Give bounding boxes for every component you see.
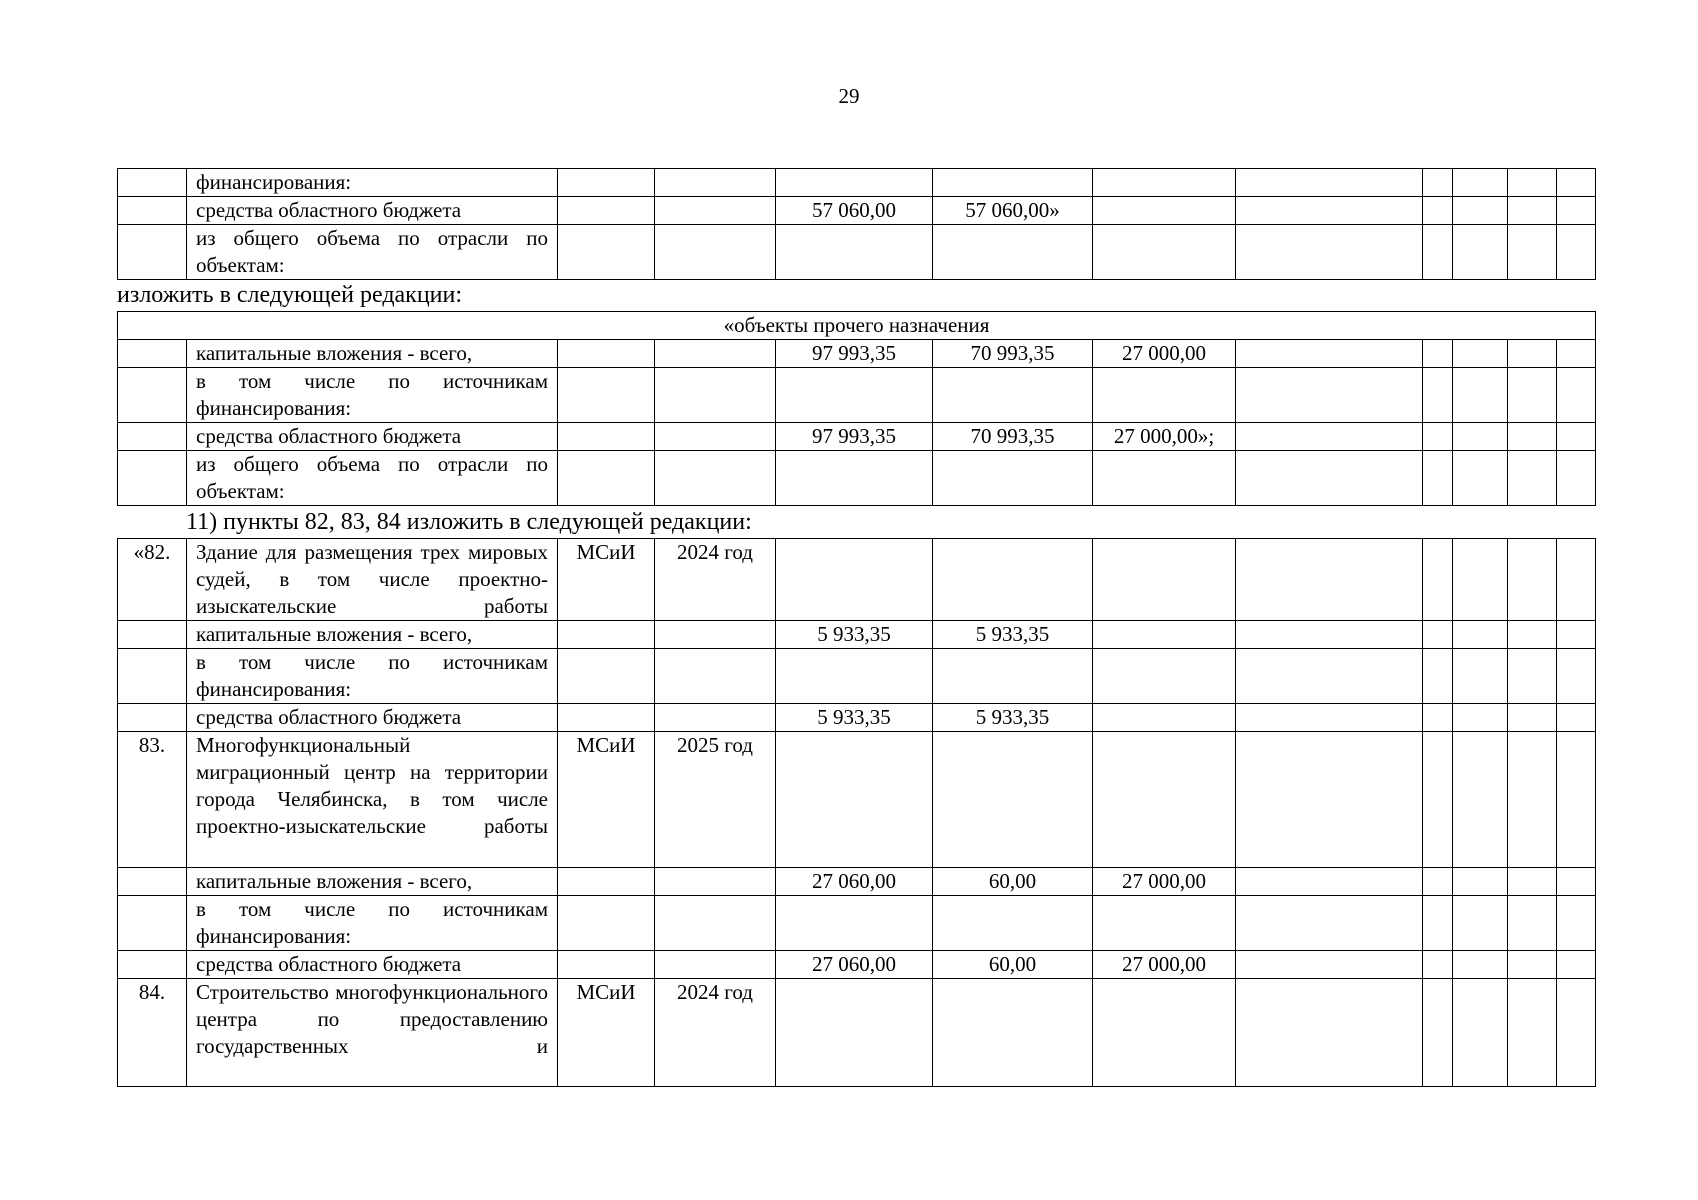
section-header-row [118, 312, 1596, 340]
table-row [118, 704, 1596, 732]
responsible-body [558, 197, 655, 225]
item-number [118, 451, 187, 506]
empty-cell [1508, 951, 1557, 979]
empty-cell [1508, 423, 1557, 451]
table-row [118, 896, 1596, 951]
amount-year-2 [1093, 169, 1236, 197]
amount-year-2 [1093, 451, 1236, 506]
empty-cell [1557, 979, 1596, 1087]
amount-total [776, 896, 933, 951]
empty-cell [1453, 451, 1508, 506]
empty-cell [1453, 979, 1508, 1087]
page-number: 29 [838, 84, 860, 108]
amount-year-1: 70 993,35 [933, 423, 1093, 451]
amount-year-1 [933, 368, 1093, 423]
item-description: из общего объема по отрасли по объектам: [187, 225, 558, 280]
responsible-body [558, 868, 655, 896]
empty-cell [1508, 225, 1557, 280]
empty-cell [1508, 704, 1557, 732]
item-number [118, 951, 187, 979]
item-description: средства областного бюджета [187, 951, 558, 979]
table-row [118, 368, 1596, 423]
completion-year [655, 704, 776, 732]
completion-year [655, 368, 776, 423]
empty-cell [1557, 704, 1596, 732]
item-description: Строительство многофункционального центра по предоставлению государственных и [187, 979, 558, 1087]
empty-cell [1557, 423, 1596, 451]
amount-year-1: 5 933,35 [933, 621, 1093, 649]
empty-cell [1423, 423, 1453, 451]
table-row [118, 979, 1596, 1087]
empty-cell [1236, 225, 1423, 280]
empty-cell [1423, 197, 1453, 225]
amount-year-1: 70 993,35 [933, 340, 1093, 368]
responsible-body: МСиИ [558, 979, 655, 1087]
item-description: из общего объема по отрасли по объектам: [187, 451, 558, 506]
item-number: 84. [118, 979, 187, 1087]
empty-cell [1557, 225, 1596, 280]
empty-cell [1236, 423, 1423, 451]
empty-cell [1508, 868, 1557, 896]
empty-cell [1423, 368, 1453, 423]
amount-year-2: 27 000,00 [1093, 868, 1236, 896]
empty-cell [1236, 979, 1423, 1087]
item-number [118, 896, 187, 951]
item-description: в том числе по источникам финансирования: [187, 368, 558, 423]
amount-year-2 [1093, 225, 1236, 280]
amount-year-2: 27 000,00»; [1093, 423, 1236, 451]
completion-year [655, 868, 776, 896]
amount-year-2 [1093, 621, 1236, 649]
empty-cell [1453, 621, 1508, 649]
table-row [118, 423, 1596, 451]
amount-year-1 [933, 732, 1093, 868]
responsible-body [558, 340, 655, 368]
table-row [118, 621, 1596, 649]
amount-year-1: 60,00 [933, 951, 1093, 979]
responsible-body [558, 451, 655, 506]
empty-cell [1453, 169, 1508, 197]
amount-total [776, 368, 933, 423]
item-description: в том числе по источникам финансирования: [187, 649, 558, 704]
empty-cell [1557, 451, 1596, 506]
empty-cell [1236, 197, 1423, 225]
table-row [118, 732, 1596, 868]
amount-year-1 [933, 169, 1093, 197]
item-description: капитальные вложения - всего, [187, 621, 558, 649]
empty-cell [1508, 169, 1557, 197]
amount-total [776, 979, 933, 1087]
amount-total: 27 060,00 [776, 868, 933, 896]
completion-year [655, 621, 776, 649]
item-description: средства областного бюджета [187, 197, 558, 225]
empty-cell [1508, 368, 1557, 423]
amount-year-1: 60,00 [933, 868, 1093, 896]
item-description: средства областного бюджета [187, 704, 558, 732]
item-number: 83. [118, 732, 187, 868]
amount-year-1: 57 060,00» [933, 197, 1093, 225]
empty-cell [1557, 340, 1596, 368]
responsible-body [558, 169, 655, 197]
responsible-body: МСиИ [558, 732, 655, 868]
empty-cell [1453, 539, 1508, 621]
item-number: «82. [118, 539, 187, 621]
responsible-body [558, 951, 655, 979]
empty-cell [1557, 197, 1596, 225]
responsible-body [558, 896, 655, 951]
item-number [118, 868, 187, 896]
item-number [118, 340, 187, 368]
empty-cell [1508, 896, 1557, 951]
responsible-body [558, 649, 655, 704]
empty-cell [1453, 197, 1508, 225]
empty-cell [1453, 340, 1508, 368]
amount-year-2 [1093, 197, 1236, 225]
amount-total [776, 649, 933, 704]
table-row [118, 169, 1596, 197]
responsible-body: МСиИ [558, 539, 655, 621]
empty-cell [1508, 649, 1557, 704]
empty-cell [1557, 169, 1596, 197]
empty-cell [1453, 951, 1508, 979]
item-description: капитальные вложения - всего, [187, 340, 558, 368]
empty-cell [1423, 225, 1453, 280]
completion-year [655, 951, 776, 979]
empty-cell [1557, 868, 1596, 896]
amount-year-2 [1093, 704, 1236, 732]
empty-cell [1236, 896, 1423, 951]
table-row [118, 539, 1596, 621]
item-description: Многофункциональный миграционный центр на территории города Челябинска, в том числе проектно-изыскательские работы [187, 732, 558, 868]
amount-year-2 [1093, 368, 1236, 423]
completion-year [655, 225, 776, 280]
table-row [118, 197, 1596, 225]
empty-cell [1453, 704, 1508, 732]
empty-cell [1453, 225, 1508, 280]
completion-year [655, 340, 776, 368]
empty-cell [1508, 340, 1557, 368]
empty-cell [1236, 649, 1423, 704]
amount-year-2 [1093, 979, 1236, 1087]
item-number [118, 225, 187, 280]
amount-year-1 [933, 979, 1093, 1087]
completion-year: 2024 год [655, 539, 776, 621]
empty-cell [1423, 704, 1453, 732]
amount-total: 57 060,00 [776, 197, 933, 225]
amount-total [776, 169, 933, 197]
empty-cell [1508, 979, 1557, 1087]
empty-cell [1557, 621, 1596, 649]
item-description: финансирования: [187, 169, 558, 197]
empty-cell [1236, 621, 1423, 649]
empty-cell [1508, 539, 1557, 621]
amount-total: 5 933,35 [776, 704, 933, 732]
amount-total: 27 060,00 [776, 951, 933, 979]
table-row [118, 451, 1596, 506]
empty-cell [1508, 732, 1557, 868]
empty-cell [1508, 197, 1557, 225]
amount-total: 97 993,35 [776, 423, 933, 451]
completion-year [655, 423, 776, 451]
instruction-text: 11) пункты 82, 83, 84 изложить в следующей редакции: [186, 509, 752, 535]
responsible-body [558, 368, 655, 423]
empty-cell [1508, 621, 1557, 649]
amount-year-2 [1093, 732, 1236, 868]
empty-cell [1423, 451, 1453, 506]
empty-cell [1236, 732, 1423, 868]
empty-cell [1453, 868, 1508, 896]
empty-cell [1423, 621, 1453, 649]
empty-cell [1557, 896, 1596, 951]
empty-cell [1236, 539, 1423, 621]
item-number [118, 169, 187, 197]
empty-cell [1453, 732, 1508, 868]
item-number [118, 197, 187, 225]
empty-cell [1236, 704, 1423, 732]
responsible-body [558, 225, 655, 280]
table-block-1 [117, 168, 1596, 280]
empty-cell [1423, 979, 1453, 1087]
table-row [118, 951, 1596, 979]
amount-year-2: 27 000,00 [1093, 951, 1236, 979]
empty-cell [1423, 340, 1453, 368]
empty-cell [1557, 732, 1596, 868]
empty-cell [1236, 340, 1423, 368]
amount-year-2 [1093, 649, 1236, 704]
completion-year [655, 169, 776, 197]
completion-year [655, 649, 776, 704]
empty-cell [1423, 169, 1453, 197]
empty-cell [1423, 539, 1453, 621]
responsible-body [558, 621, 655, 649]
amount-total [776, 539, 933, 621]
item-number [118, 423, 187, 451]
amount-total [776, 451, 933, 506]
empty-cell [1236, 368, 1423, 423]
amount-total [776, 225, 933, 280]
item-number [118, 704, 187, 732]
amount-year-2 [1093, 539, 1236, 621]
amount-year-1 [933, 649, 1093, 704]
empty-cell [1423, 649, 1453, 704]
empty-cell [1236, 169, 1423, 197]
amount-year-2: 27 000,00 [1093, 340, 1236, 368]
empty-cell [1453, 368, 1508, 423]
amount-year-1 [933, 451, 1093, 506]
item-number [118, 368, 187, 423]
empty-cell [1236, 451, 1423, 506]
empty-cell [1453, 423, 1508, 451]
empty-cell [1236, 868, 1423, 896]
empty-cell [1423, 896, 1453, 951]
table-row [118, 225, 1596, 280]
amount-year-1 [933, 225, 1093, 280]
amount-total: 5 933,35 [776, 621, 933, 649]
completion-year [655, 451, 776, 506]
completion-year: 2024 год [655, 979, 776, 1087]
completion-year [655, 197, 776, 225]
responsible-body [558, 423, 655, 451]
amount-total [776, 732, 933, 868]
empty-cell [1453, 649, 1508, 704]
section-header: «объекты прочего назначения [118, 312, 1596, 340]
table-row [118, 649, 1596, 704]
empty-cell [1557, 539, 1596, 621]
item-number [118, 649, 187, 704]
empty-cell [1236, 951, 1423, 979]
item-description: Здание для размещения трех мировых судей, в том числе проектно-изыскательские работы [187, 539, 558, 621]
amount-total: 97 993,35 [776, 340, 933, 368]
responsible-body [558, 704, 655, 732]
table-block-2 [117, 311, 1596, 506]
amount-year-1 [933, 539, 1093, 621]
table-block-3 [117, 538, 1596, 1087]
empty-cell [1508, 451, 1557, 506]
empty-cell [1423, 732, 1453, 868]
item-description: средства областного бюджета [187, 423, 558, 451]
completion-year [655, 896, 776, 951]
empty-cell [1423, 868, 1453, 896]
amount-year-1 [933, 896, 1093, 951]
item-number [118, 621, 187, 649]
empty-cell [1423, 951, 1453, 979]
item-description: капитальные вложения - всего, [187, 868, 558, 896]
completion-year: 2025 год [655, 732, 776, 868]
empty-cell [1557, 368, 1596, 423]
amount-year-2 [1093, 896, 1236, 951]
amount-year-1: 5 933,35 [933, 704, 1093, 732]
empty-cell [1557, 951, 1596, 979]
empty-cell [1453, 896, 1508, 951]
table-row [118, 868, 1596, 896]
instruction-text: изложить в следующей редакции: [117, 282, 463, 308]
empty-cell [1557, 649, 1596, 704]
table-row [118, 340, 1596, 368]
item-description: в том числе по источникам финансирования: [187, 896, 558, 951]
